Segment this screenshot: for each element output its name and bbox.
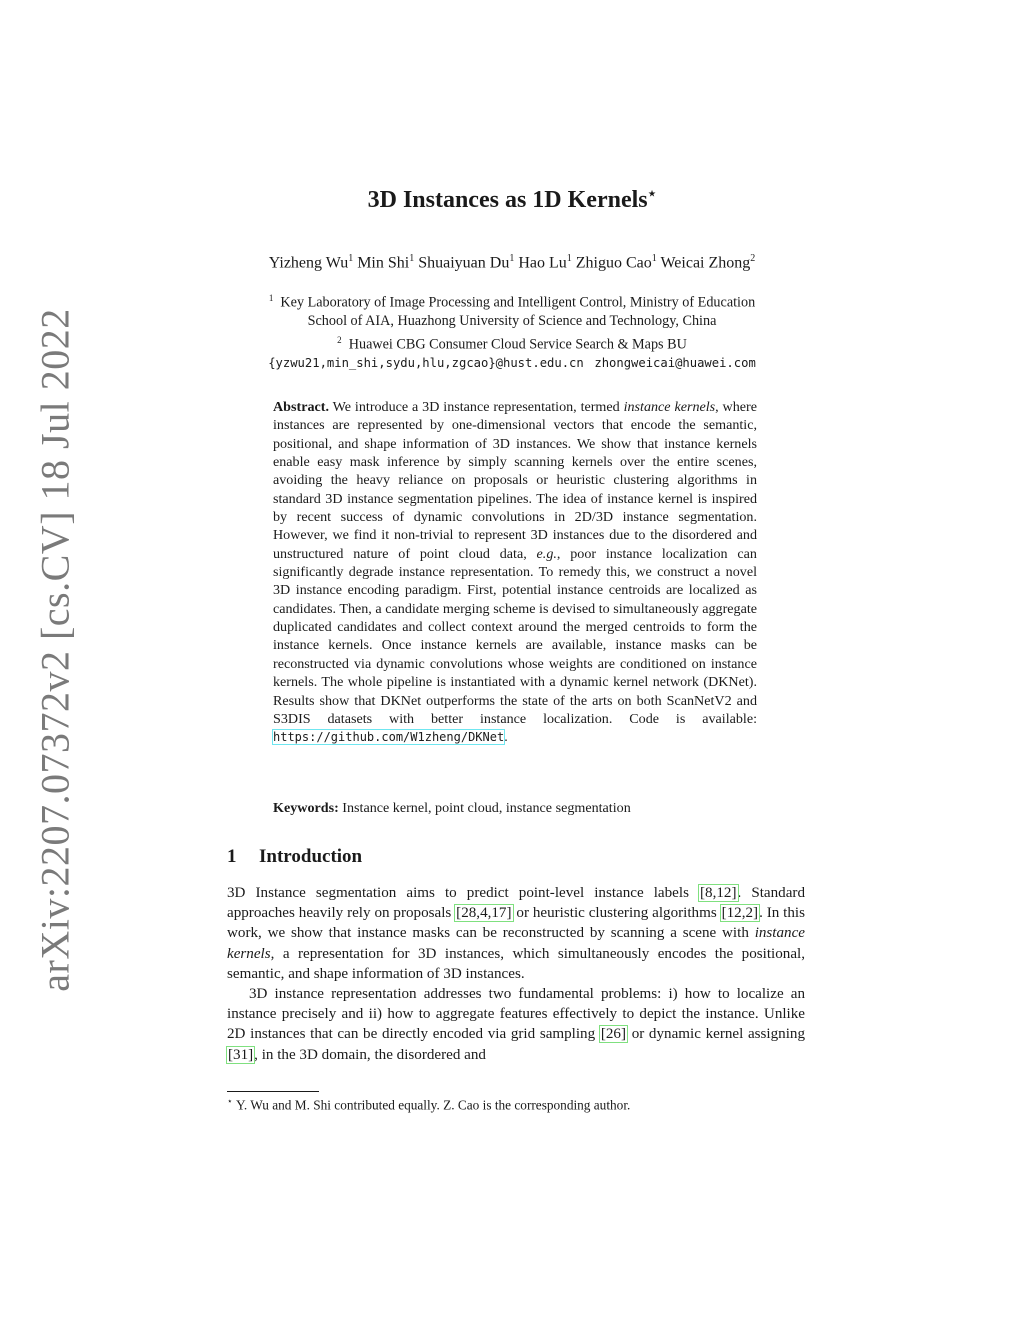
author-name: Yizheng Wu xyxy=(268,254,349,272)
footnote-text: Y. Wu and M. Shi contributed equally. Z. Cao is the corresponding author. xyxy=(235,1097,631,1113)
abstract-term: instance kernels xyxy=(623,399,716,415)
body-text: 3D instance representation addresses two fundamental problems: i) how to localize an instance precisely and ii) how to aggregate features effectively to depict the instance. Unlike 2D instances that can be directly encoded via grid sampling xyxy=(227,986,805,1043)
citation-link[interactable]: [8,12] xyxy=(700,885,737,901)
email-line xyxy=(0,354,1024,373)
body-text: 3D Instance segmentation aims to predict point-level instance labels xyxy=(227,885,689,901)
affiliation-mark: 2 xyxy=(337,334,342,345)
section-title: Introduction xyxy=(259,846,363,867)
author-name: Min Shi xyxy=(357,254,410,272)
intro-term: instance kernels xyxy=(227,925,805,962)
title-text: 3D Instances as 1D Kernels xyxy=(367,187,648,213)
affiliation-line-2: School of AIA, Huazhong University of Science and Technology, China xyxy=(307,313,717,330)
author-list xyxy=(0,253,1024,272)
footnote xyxy=(227,1096,630,1113)
introduction-body xyxy=(227,883,805,1065)
abstract-label: Abstract. xyxy=(273,399,329,415)
abstract-text: . xyxy=(504,729,508,746)
author-name: Zhiguo Cao xyxy=(575,254,652,272)
affiliations xyxy=(0,289,1024,372)
affiliation-text: Key Laboratory of Image Processing and Intelligent Control, Ministry of Education xyxy=(280,294,756,311)
author-affiliation-mark: 1 xyxy=(509,253,515,264)
abstract-eg: e.g. xyxy=(536,545,557,562)
body-text: . In this work, we show that instance masks can be reconstructed by scanning a scene with xyxy=(227,905,805,942)
citation-link[interactable]: [12,2] xyxy=(721,905,759,922)
section-number: 1 xyxy=(227,846,237,867)
citation-link[interactable]: [31] xyxy=(228,1046,254,1063)
author-affiliation-mark: 1 xyxy=(409,253,415,264)
citation-link[interactable]: [28,4,17] xyxy=(456,905,512,922)
author-affiliation-mark: 1 xyxy=(651,253,657,264)
citation-link[interactable]: [26] xyxy=(600,1026,626,1043)
email-hust: {yzwu21,min_shi,sydu,hlu,zgcao}@hust.edu.cn xyxy=(268,355,584,370)
body-text: , in the 3D domain, the disordered and xyxy=(254,1046,486,1063)
affiliation-line-3 xyxy=(0,331,1024,354)
keywords xyxy=(273,800,757,817)
title-footnote-mark: ⋆ xyxy=(647,187,657,202)
affiliation-line-1 xyxy=(0,289,1024,312)
intro-paragraph-1 xyxy=(227,883,805,984)
author-affiliation-mark: 2 xyxy=(750,253,756,264)
section-heading xyxy=(227,846,362,868)
arxiv-identifier: arXiv:2207.07372v2 [cs.CV] 18 Jul 2022 xyxy=(32,308,78,992)
author-name: Weicai Zhong xyxy=(660,254,751,272)
email-huawei: zhongweicai@huawei.com xyxy=(594,355,756,370)
body-text: or dynamic kernel assigning xyxy=(631,1026,805,1043)
abstract-text: , poor instance localization can significantly degrade instance representation. To remedy this, we construct a novel 3D instance encoding paradigm. First, potential instance centroids are localized as candidates. Then, a candidate merging scheme is devised to simultaneously aggregate duplicated candidates and collect context around the merged centroids to form the instance kernels. Once instance kernels are available, instance masks can be reconstructed via dynamic convolutions whose weights are conditioned on instance kernels. The whole pipeline is instantiated with a dynamic kernel network (DKNet). Results show that DKNet outperforms the state of the arts on both ScanNetV2 and S3DIS datasets with better instance localization. Code is available: xyxy=(273,545,757,727)
keywords-label: Keywords: xyxy=(273,800,339,816)
body-text: , a representation for 3D instances, which simultaneously encodes the positional, semantic, and shape information of 3D instances. xyxy=(227,945,805,982)
author-affiliation-mark: 1 xyxy=(566,253,572,264)
author-affiliation-mark: 1 xyxy=(348,253,354,264)
keywords-text: Instance kernel, point cloud, instance segmentation xyxy=(342,800,631,816)
affiliation-mark: 1 xyxy=(268,293,274,303)
author-name: Hao Lu xyxy=(518,254,567,272)
body-text: . Standard approaches heavily rely on proposals xyxy=(227,885,805,922)
author-name: Shuaiyuan Du xyxy=(418,254,510,272)
body-text: or heuristic clustering algorithms xyxy=(516,905,717,922)
affiliation-text: Huawei CBG Consumer Cloud Service Search & Maps BU xyxy=(348,336,687,353)
intro-paragraph-2 xyxy=(227,984,805,1065)
code-link[interactable]: https://github.com/W1zheng/DKNet xyxy=(273,730,505,745)
footnote-mark: ⋆ xyxy=(227,1096,233,1106)
abstract-text: , where instances are represented by one-dimensional vectors that encode the semantic, positional, and shape information of 3D instances. We show that instance kernels enable easy mask inference by simply scanning kernels over the entire scenes, avoiding the heavy reliance on proposals or heuristic clustering algorithms in standard 3D instance segmentation pipelines. The idea of instance kernel is inspired by recent success of dynamic convolutions in 2D/3D instance segmentation. However, we find it non-trivial to represent 3D instances due to the disordered and unstructured nature of point cloud data, xyxy=(273,399,757,562)
abstract xyxy=(273,398,757,747)
paper-title xyxy=(0,186,1024,214)
footnote-divider xyxy=(227,1091,319,1092)
abstract-text: We introduce a 3D instance representation, termed xyxy=(332,399,620,415)
